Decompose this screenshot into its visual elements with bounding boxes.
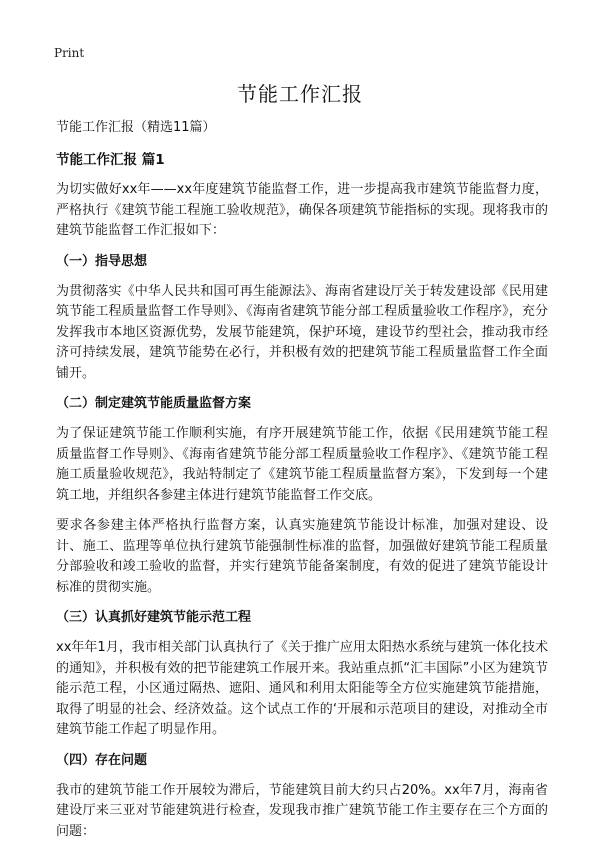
heading-existing-problems: （四）存在问题	[56, 752, 148, 768]
paragraph-guiding-ideology: 为贯彻落实《中华人民共和国可再生能源法》、海南省建设厅关于转发建设部《民用建筑节能工程质量监督工作导则》、《海南省建筑节能分部工程质量验收工作程序》，充分发挥我市本地区资源优势，发展节能建筑，保护环境，建设节约型社会，推动我市经济可持续发展，建筑节能势在必行，并积极有效的把建筑节能工程质量监督工作全面铺开。	[56, 283, 548, 381]
heading-supervision-plan: （二）制定建筑节能质量监督方案	[56, 396, 252, 411]
paragraph-supervision-requirements: 要求各参建主体严格执行监督方案，认真实施建筑节能设计标准，加强对建设、设计、施工、监理等单位执行建筑节能强制性标准的监督，加强做好建筑节能工程质量分部验收和竣工验收的监督，并实行建筑节能备案制度，有效的促进了建筑节能设计标准的贯彻实施。	[56, 518, 548, 595]
intro-paragraph: 为切实做好xx年——xx年度建筑节能监督工作，进一步提高我市建筑节能监督力度，严格执行《建筑节能工程施工验收规范》，确保各项建筑节能指标的实现。现将我市的建筑节能监督工作汇报如下：	[56, 182, 548, 238]
document-subtitle: 节能工作汇报（精选11篇）	[56, 120, 216, 135]
section-heading: 节能工作汇报 篇1	[56, 152, 165, 168]
heading-demonstration-project: （三）认真抓好建筑节能示范工程	[56, 610, 252, 625]
document-title: 节能工作汇报	[237, 82, 363, 106]
paragraph-supervision-plan: 为了保证建筑节能工作顺利实施，有序开展建筑节能工作，依据《民用建筑节能工程质量监督工作导则》、《海南省建筑节能分部工程质量验收工作程序》、《建筑节能工程施工质量验收规范》，我站特制定了《建筑节能工程质量监督方案》，下发到每一个建筑工地，并组织各参建主体进行建筑节能监督工作交底。	[56, 426, 548, 503]
document-body	[56, 118, 548, 852]
heading-guiding-ideology: （一）指导思想	[56, 253, 148, 269]
paragraph-existing-problems: 我市的建筑节能工作开展较为滞后，节能建筑目前大约只占20%。xx年7月，海南省建设厅来三亚对节能建筑进行检查，发现我市推广建筑节能工作主要存在三个方面的问题：	[56, 782, 548, 839]
print-link[interactable]: Print	[54, 46, 85, 60]
paragraph-demonstration-project: xx年年1月，我市相关部门认真执行了《关于推广应用太阳热水系统与建筑一体化技术的通知》，并积极有效的把节能建筑工作展开来。我站重点抓“汇丰国际”小区为建筑节能示范工程，小区通过隔热、遮阳、通风和利用太阳能等全方位实施建筑节能措施，取得了明显的社会、经济效益。这个试点工作的‘开展和示范项目的建设，对推动全市建筑节能工作起了明显作用。	[56, 640, 548, 737]
